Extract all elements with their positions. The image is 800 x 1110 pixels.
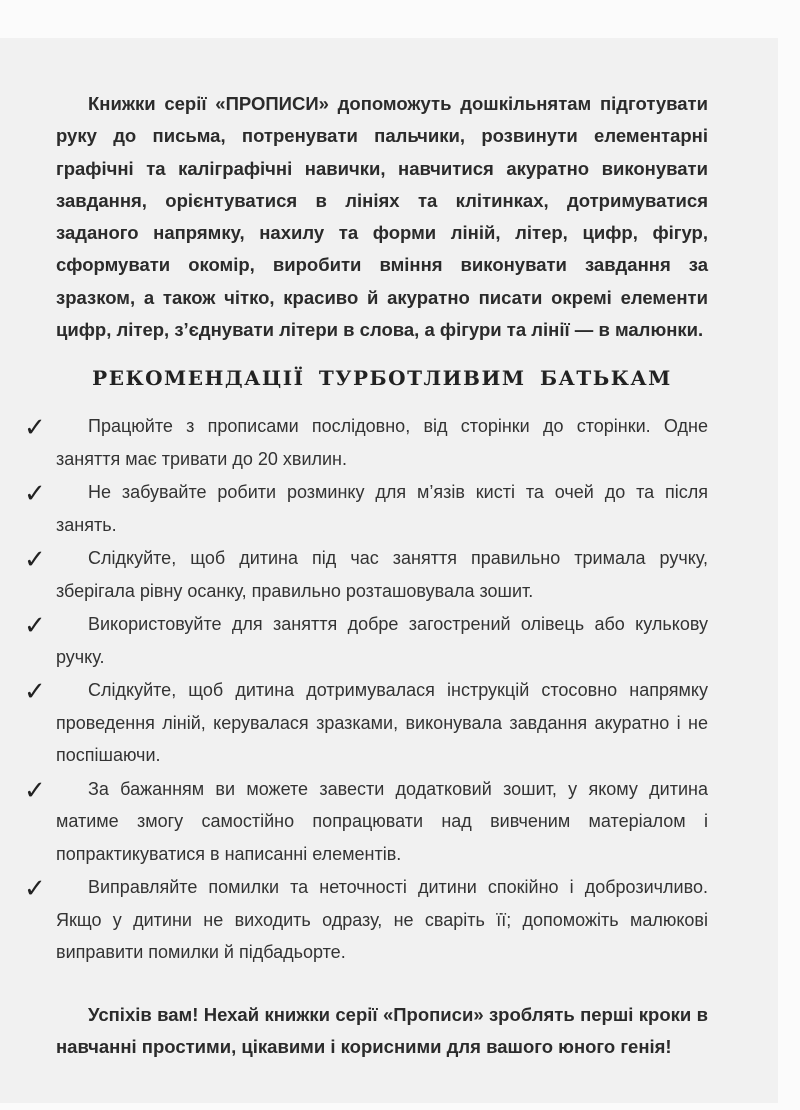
list-item-text: Працюйте з прописами послідовно, від сторінки до сторінки. Одне заняття має тривати до 20 хвилин. bbox=[56, 416, 708, 469]
intro-paragraph: Книжки серії «ПРОПИСИ» допоможуть дошкільнятам підготувати руку до письма, потренувати пальчики, розвинути елементарні графічні та каліграфічні навички, навчитися акуратно виконувати завдання, орієнтуватися в лініях та клітинках, дотримуватися заданого напрямку, нахилу та форми ліній, літер, цифр, фігур, сформувати окомір, виробити вміння виконувати завдання за зразком, а також чітко, красиво й акуратно писати окремі елементи цифр, літер, з’єднувати літери в слова, а фігури та лінії — в малюнки. bbox=[56, 93, 708, 341]
checkmark-icon: ✓ bbox=[24, 676, 46, 707]
recommendations-list bbox=[20, 410, 708, 969]
list-item bbox=[20, 773, 708, 871]
checkmark-icon: ✓ bbox=[24, 544, 46, 575]
checkmark-icon: ✓ bbox=[24, 412, 46, 443]
list-item-text: Використовуйте для заняття добре загострений олівець або кулькову ручку. bbox=[56, 614, 708, 667]
checkmark-icon: ✓ bbox=[24, 478, 46, 509]
list-item-text: Не забувайте робити розминку для м’язів кисті та очей до та після занять. bbox=[56, 482, 708, 535]
section-heading: РЕКОМЕНДАЦІЇ ТУРБОТЛИВИМ БАТЬКАМ bbox=[92, 366, 672, 391]
checkmark-icon: ✓ bbox=[24, 774, 46, 805]
list-item bbox=[20, 542, 708, 607]
list-item-text: За бажанням ви можете завести додатковий зошит, у якому дитина матиме змогу самостійно попрацювати над вивченим матеріалом і попрактикуватися в написанні елементів. bbox=[56, 778, 708, 864]
list-item bbox=[20, 410, 708, 475]
book-page bbox=[0, 38, 778, 1103]
list-item bbox=[20, 871, 708, 969]
list-item-text: Слідкуйте, щоб дитина дотримувалася інструкцій стосовно напрямку проведення ліній, керувалася зразками, виконувала завдання акуратно і не поспішаючи. bbox=[56, 680, 708, 766]
checkmark-icon: ✓ bbox=[24, 610, 46, 641]
checkmark-icon: ✓ bbox=[24, 873, 46, 904]
list-item-text: Виправляйте помилки та неточності дитини спокійно і доброзичливо. Якщо у дитини не виходить одразу, не сваріть її; допоможіть малюкові виправити помилки й підбадьорте. bbox=[56, 877, 708, 963]
list-item-text: Слідкуйте, щоб дитина під час заняття правильно тримала ручку, зберігала рівну осанку, правильно розташовувала зошит. bbox=[56, 548, 708, 601]
closing-paragraph: Успіхів вам! Нехай книжки серії «Прописи» зроблять перші кроки в навчанні простими, цікавими і корисними для вашого юного генія! bbox=[56, 1003, 708, 1058]
list-item bbox=[20, 476, 708, 541]
list-item bbox=[20, 608, 708, 673]
list-item bbox=[20, 674, 708, 772]
